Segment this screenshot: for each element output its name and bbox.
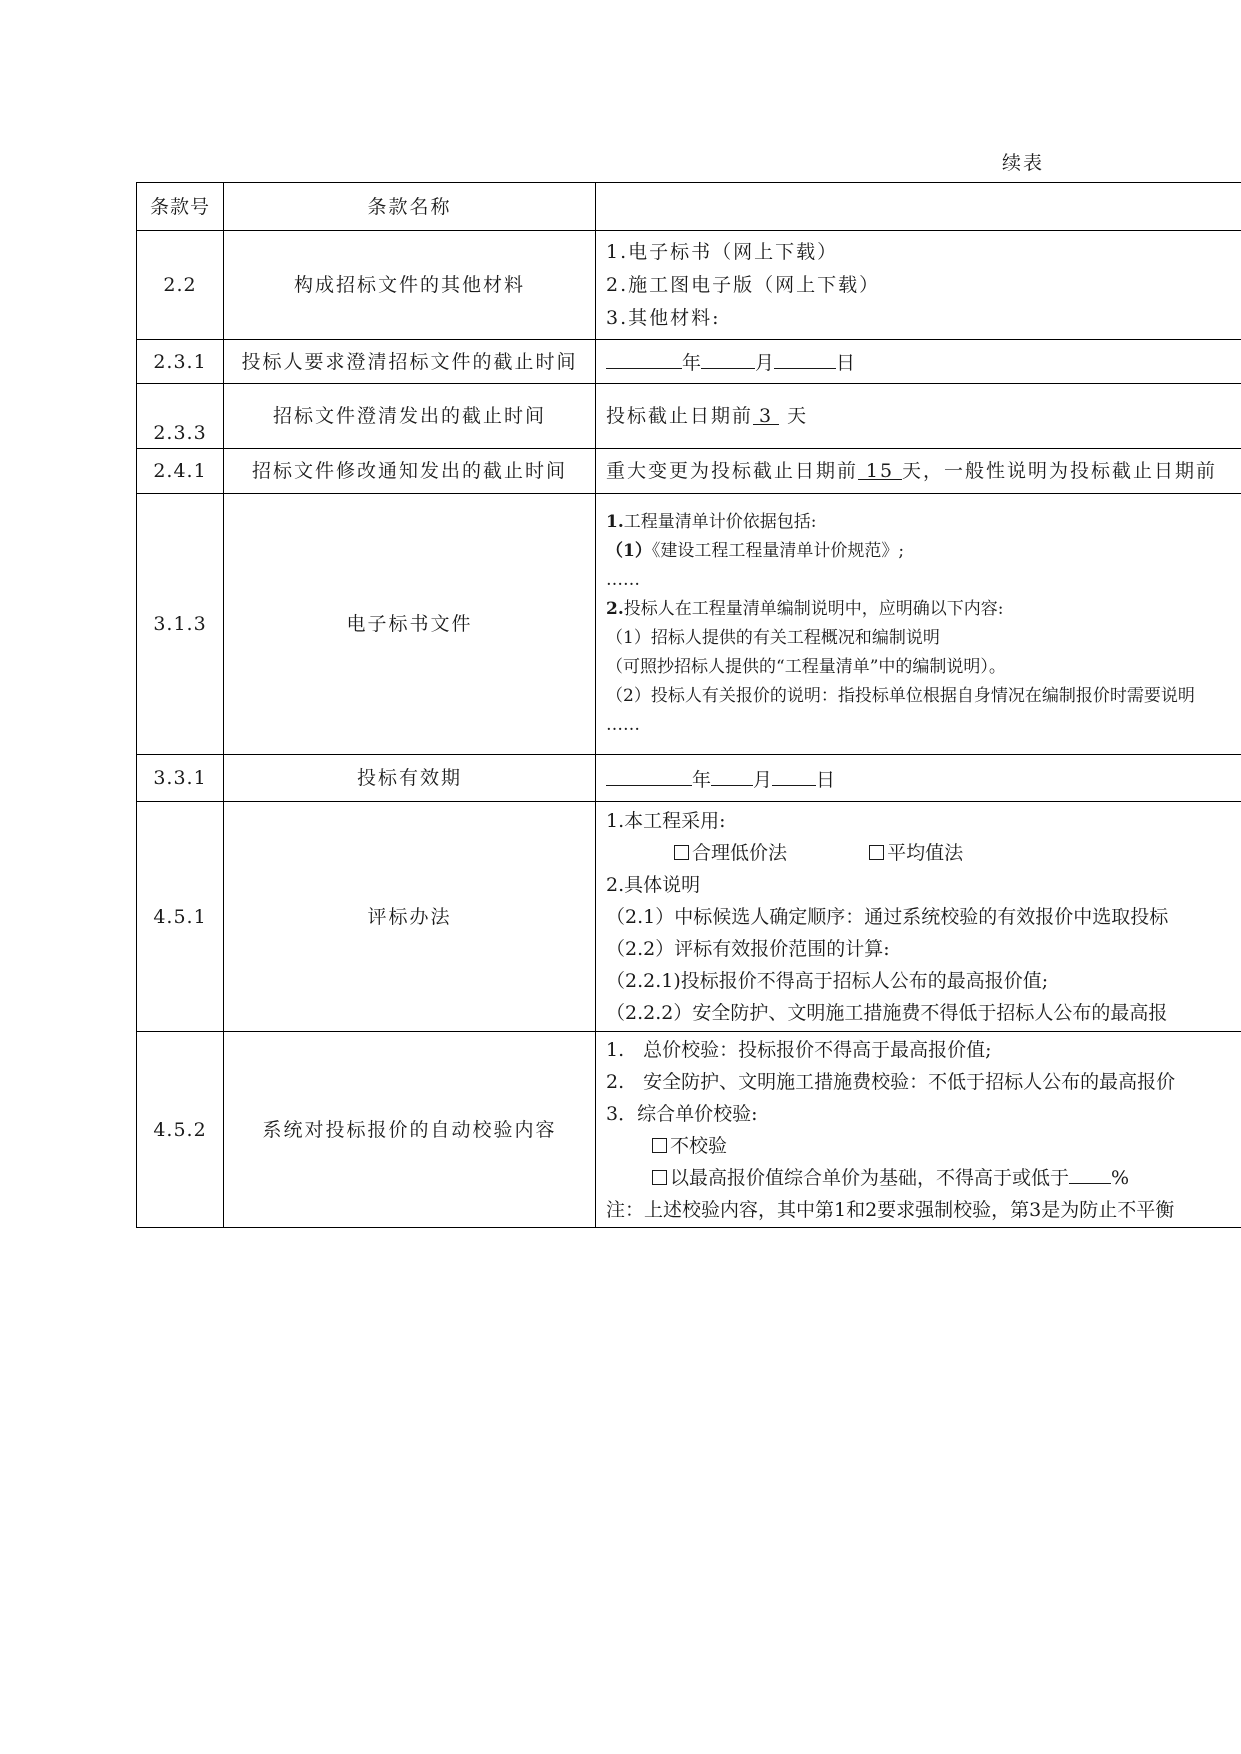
- header-clause-name: 条款名称: [224, 183, 596, 231]
- clause-content: [596, 755, 1241, 802]
- month-blank[interactable]: [701, 349, 755, 369]
- year-blank[interactable]: [606, 349, 682, 369]
- content-line: 注：上述校验内容，其中第1和2要求强制校验，第3是为防止不平衡: [606, 1198, 1175, 1221]
- deadline-prefix: 重大变更为投标截止日期前: [606, 460, 859, 482]
- content-line: （2）投标人有关报价的说明：指投标单位根据自身情况在编制报价时需要说明: [606, 686, 1195, 706]
- table-row: [137, 755, 1241, 802]
- check-option-none: [606, 1130, 1241, 1162]
- clause-no: 3.1.3: [137, 494, 224, 755]
- clause-name: 投标有效期: [224, 755, 596, 802]
- continued-label: 续表: [1002, 152, 1045, 174]
- clause-name: 构成招标文件的其他材料: [224, 231, 596, 340]
- content-line: ……: [606, 715, 640, 735]
- check-option-range: [606, 1162, 1241, 1194]
- content-line: （2.1）中标候选人确定顺序：通过系统校验的有效报价中选取投标: [606, 905, 1169, 928]
- clause-content: [596, 802, 1241, 1032]
- month-blank[interactable]: [711, 766, 753, 786]
- content-line: 1.本工程采用:: [606, 809, 726, 832]
- clause-no: 3.3.1: [137, 755, 224, 802]
- content-line: 1.电子标书（网上下载）: [606, 240, 839, 263]
- year-label: 年: [682, 352, 702, 374]
- clause-no: 2.2: [137, 231, 224, 340]
- clause-table: [136, 182, 1241, 1228]
- option-label: 合理低价法: [692, 841, 788, 864]
- content-line: （1）招标人提供的有关工程概况和编制说明: [606, 628, 940, 648]
- clause-name: 电子标书文件: [224, 494, 596, 755]
- option-label: 平均值法: [887, 841, 964, 864]
- day-blank[interactable]: [772, 766, 816, 786]
- days-value: 15: [858, 460, 902, 480]
- option-label: 不校验: [670, 1134, 728, 1157]
- content-line: 2.具体说明: [606, 873, 701, 896]
- clause-no: 2.3.1: [137, 340, 224, 384]
- content-line: 3．综合单价校验:: [606, 1102, 758, 1125]
- days-value: 3: [753, 405, 779, 425]
- deadline-prefix: 投标截止日期前: [606, 405, 754, 427]
- content-line: （2.2.1)投标报价不得高于招标人公布的最高报价值;: [606, 969, 1049, 992]
- content-line: 3.其他材料:: [606, 306, 721, 329]
- day-label: 日: [836, 352, 856, 374]
- year-blank[interactable]: [606, 766, 692, 786]
- checkbox-lowest-price[interactable]: [674, 845, 689, 860]
- day-blank[interactable]: [774, 349, 836, 369]
- clause-name: 招标文件修改通知发出的截止时间: [224, 449, 596, 494]
- clause-content: [596, 340, 1241, 384]
- content-line: ……: [606, 570, 640, 590]
- clause-no: 2.3.3: [137, 384, 224, 449]
- content-line: 2.投标人在工程量清单编制说明中，应明确以下内容:: [606, 599, 1004, 619]
- table-row: [137, 231, 1241, 340]
- header-content: [596, 183, 1241, 231]
- clause-content: [596, 449, 1241, 494]
- checkbox-average-value[interactable]: [869, 845, 884, 860]
- month-label: 月: [755, 352, 775, 374]
- percent-sign: %: [1111, 1166, 1130, 1189]
- deadline-suffix: 天: [787, 405, 809, 427]
- clause-name: 投标人要求澄清招标文件的截止时间: [224, 340, 596, 384]
- clause-name: 招标文件澄清发出的截止时间: [224, 384, 596, 449]
- clause-content: [596, 494, 1241, 755]
- month-label: 月: [753, 768, 773, 791]
- clause-content: [596, 384, 1241, 449]
- percent-blank[interactable]: [1069, 1164, 1111, 1184]
- clause-no: 4.5.1: [137, 802, 224, 1032]
- content-line: （2.2.2）安全防护、文明施工措施费不得低于招标人公布的最高报: [606, 1001, 1168, 1024]
- content-line: （1）《建设工程工程量清单计价规范》;: [606, 541, 905, 561]
- table-row: [137, 384, 1241, 449]
- checkbox-no-check[interactable]: [652, 1138, 667, 1153]
- clause-content: [596, 1032, 1241, 1228]
- method-options: [606, 837, 1241, 869]
- year-label: 年: [692, 768, 712, 791]
- content-line: 1.工程量清单计价依据包括:: [606, 512, 817, 532]
- clause-name: 系统对投标报价的自动校验内容: [224, 1032, 596, 1228]
- table-row: [137, 494, 1241, 755]
- table-row: [137, 1032, 1241, 1228]
- content-line: （2.2）评标有效报价范围的计算:: [606, 937, 890, 960]
- clause-table-viewport: [136, 182, 1241, 1234]
- day-label: 日: [816, 768, 836, 791]
- option-label: 以最高报价值综合单价为基础，不得高于或低于: [670, 1166, 1070, 1189]
- header-clause-no: 条款号: [137, 183, 224, 231]
- checkbox-unit-price-range[interactable]: [652, 1170, 667, 1185]
- clause-content: [596, 231, 1241, 340]
- table-header-row: [137, 183, 1241, 231]
- content-line: 2. 安全防护、文明施工措施费校验：不低于招标人公布的最高报价: [606, 1070, 1176, 1093]
- clause-no: 2.4.1: [137, 449, 224, 494]
- table-row: [137, 340, 1241, 384]
- clause-no: 4.5.2: [137, 1032, 224, 1228]
- table-row: [137, 449, 1241, 494]
- deadline-suffix: 天，一般性说明为投标截止日期前: [902, 460, 1218, 482]
- content-line: 2.施工图电子版（网上下载）: [606, 273, 881, 296]
- content-line: 1. 总价校验：投标报价不得高于最高报价值;: [606, 1038, 992, 1061]
- table-row: [137, 802, 1241, 1032]
- clause-name: 评标办法: [224, 802, 596, 1032]
- content-line: （可照抄招标人提供的“工程量清单”中的编制说明）。: [606, 657, 1006, 677]
